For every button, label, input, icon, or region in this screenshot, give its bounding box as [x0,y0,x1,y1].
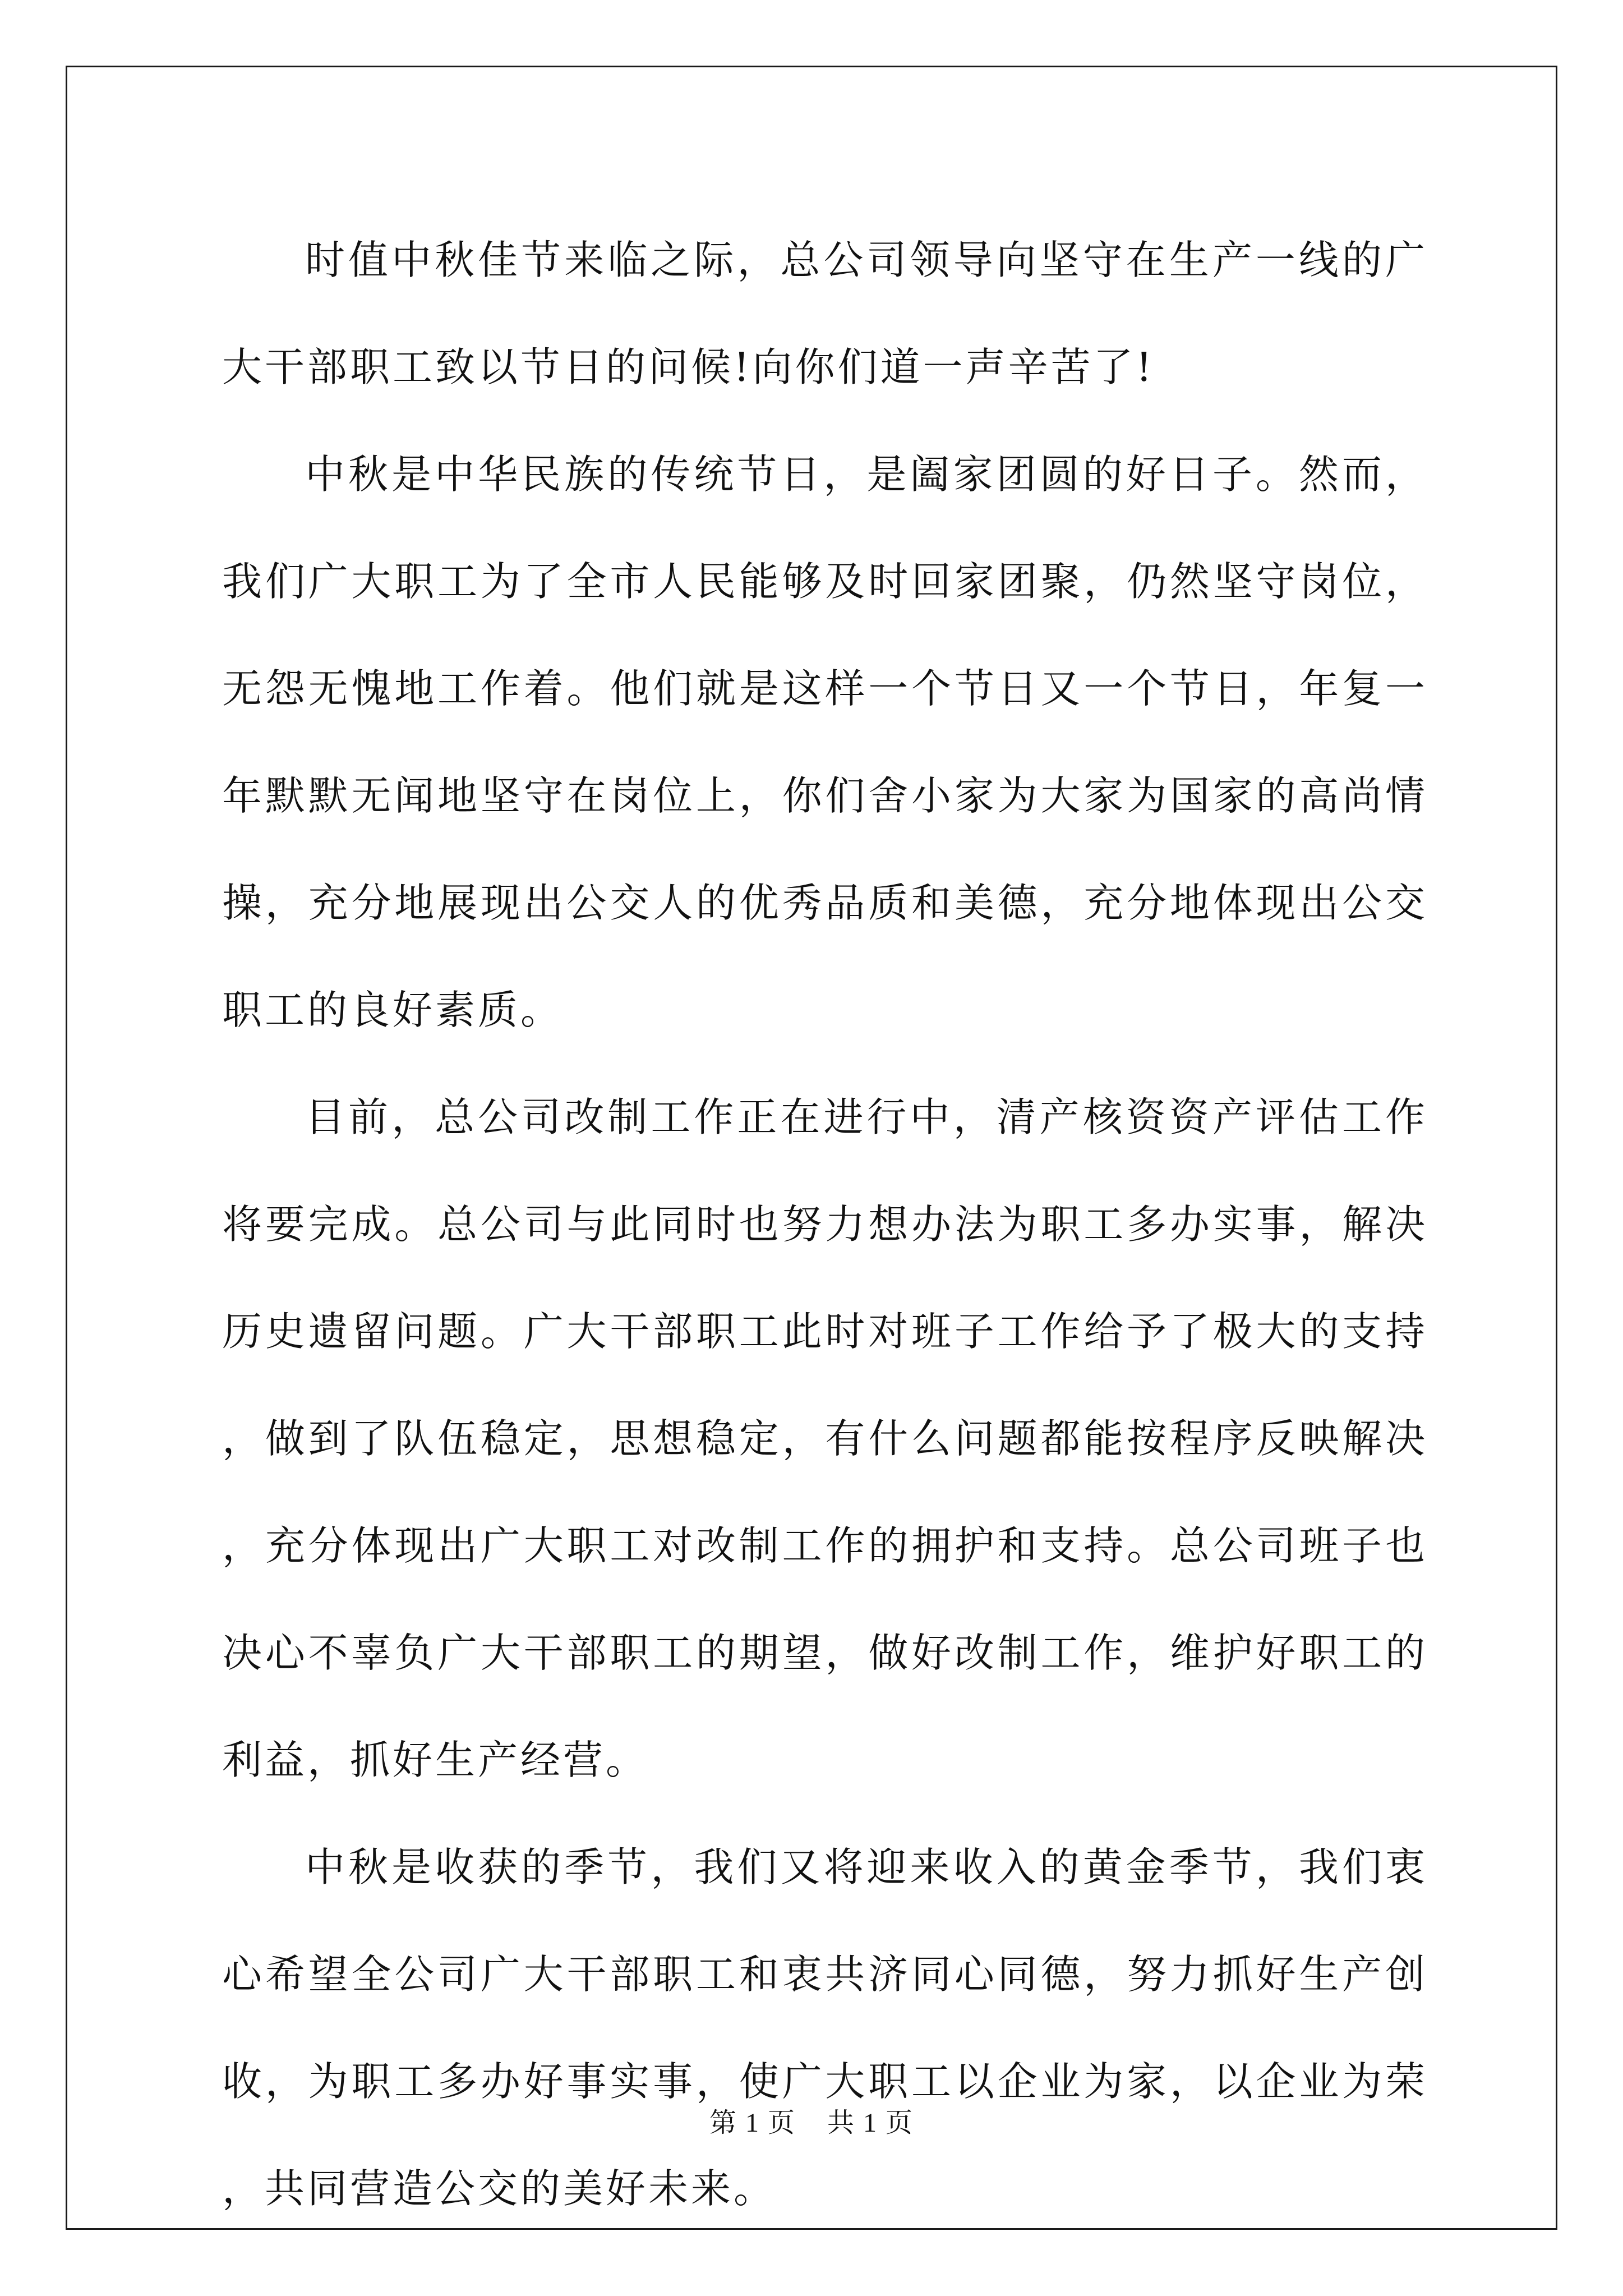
document-body [222,206,1428,2242]
paragraph-1: 时值中秋佳节来临之际，总公司领导向坚守在生产一线的广大干部职工致以节日的问候!向你们道一声辛苦了! [222,237,1428,390]
paragraph-2: 中秋是中华民族的传统节日，是阖家团圆的好日子。然而，我们广大职工为了全市人民能够及时回家团聚，仍然坚守岗位，无怨无愧地工作着。他们就是这样一个节日又一个节日，年复一年默默无闻地坚守在岗位上，你们舍小家为大家为国家的高尚情操，充分地展现出公交人的优秀品质和美德，充分地体现出公交职工的良好素质。 [222,451,1428,1033]
page-footer [0,2101,1623,2139]
page-number: 第 1 页 [709,2108,796,2138]
page-total: 共 1 页 [827,2108,914,2138]
paragraph-3: 目前，总公司改制工作正在进行中，清产核资资产评估工作将要完成。总公司与此同时也努力想办法为职工多办实事，解决历史遗留问题。广大干部职工此时对班子工作给予了极大的支持，做到了队伍稳定，思想稳定，有什么问题都能按程序反映解决，充分体现出广大职工对改制工作的拥护和支持。总公司班子也决心不辜负广大干部职工的期望，做好改制工作，维护好职工的利益，抓好生产经营。 [222,1094,1428,1783]
paragraph-4: 中秋是收获的季节，我们又将迎来收入的黄金季节，我们衷心希望全公司广大干部职工和衷共济同心同德，努力抓好生产创收，为职工多办好事实事，使广大职工以企业为家，以企业为荣，共同营造公交的美好未来。 [222,1844,1428,2212]
